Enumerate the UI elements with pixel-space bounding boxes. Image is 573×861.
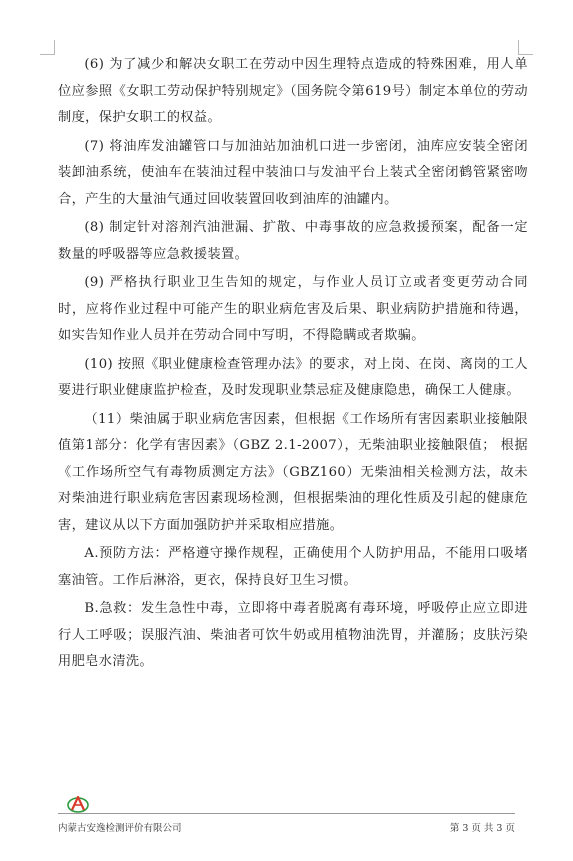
footer-page-number: 第 3 页 共 3 页 <box>449 823 515 834</box>
company-logo-icon <box>66 795 90 813</box>
paragraph-10: (10) 按照《职业健康检查管理办法》的要求，对上岗、在岗、离岗的工人要进行职业健康监护检查，及时发现职业禁忌症及健康隐患，确保工人健康。 <box>58 356 528 398</box>
paragraph-b-first-aid: B.急救：发生急性中毒，立即将中毒者脱离有毒环境，呼吸停止应立即进行人工呼吸；误服汽油、柴油者可饮牛奶或用植物油洗胃，并灌肠；皮肤污染用肥皂水清洗。 <box>58 601 528 669</box>
paragraph-9: (9) 严格执行职业卫生告知的规定，与作业人员订立或者变更劳动合同时，应将作业过程中可能产生的职业病危害及后果、职业病防护措施和待遇，如实告知作业人员并在劳动合同中写明，不得隐瞒或者欺骗。 <box>58 275 528 343</box>
footer-divider <box>58 813 515 814</box>
paragraph-11: （11）柴油属于职业病危害因素，但根据《工作场所有害因素职业接触限值第1部分：化学有害因素》（GBZ 2.1-2007），无柴油职业接触限值； 根据《工作场所空气有毒物质测定方法》（GBZ160）无柴油相关检测方法，故未对柴油进行职业病危害因素现场检测，但根据柴油的理化性质及引起的健康危害，建议从以下方面加强防护并采取相应措施。 <box>58 411 528 533</box>
document-body <box>58 52 528 676</box>
footer-company-name: 内蒙古安逸检测评价有限公司 <box>58 823 182 834</box>
crop-mark-top-left <box>40 40 55 55</box>
paragraph-8: (8) 制定针对溶剂汽油泄漏、扩散、中毒事故的应急救援预案，配备一定数量的呼吸器等应急救援装置。 <box>58 220 528 262</box>
paragraph-a-prevention: A.预防方法：严格遵守操作规程，正确使用个人防护用品，不能用口吸堵塞油管。工作后淋浴，更衣，保持良好卫生习惯。 <box>58 546 528 588</box>
paragraph-7: (7) 将油库发油罐管口与加油站加油机口进一步密闭，油库应安装全密闭装卸油系统，使油车在装油过程中装油口与发油平台上装式全密闭鹤管紧密吻合，产生的大量油气通过回收装置回收到油库的油罐内。 <box>58 138 528 207</box>
paragraph-6: (6) 为了减少和解决女职工在劳动中因生理特点造成的特殊困难，用人单位应参照《女职工劳动保护特别规定》（国务院令第619号）制定本单位的劳动制度，保护女职工的权益。 <box>58 57 528 125</box>
